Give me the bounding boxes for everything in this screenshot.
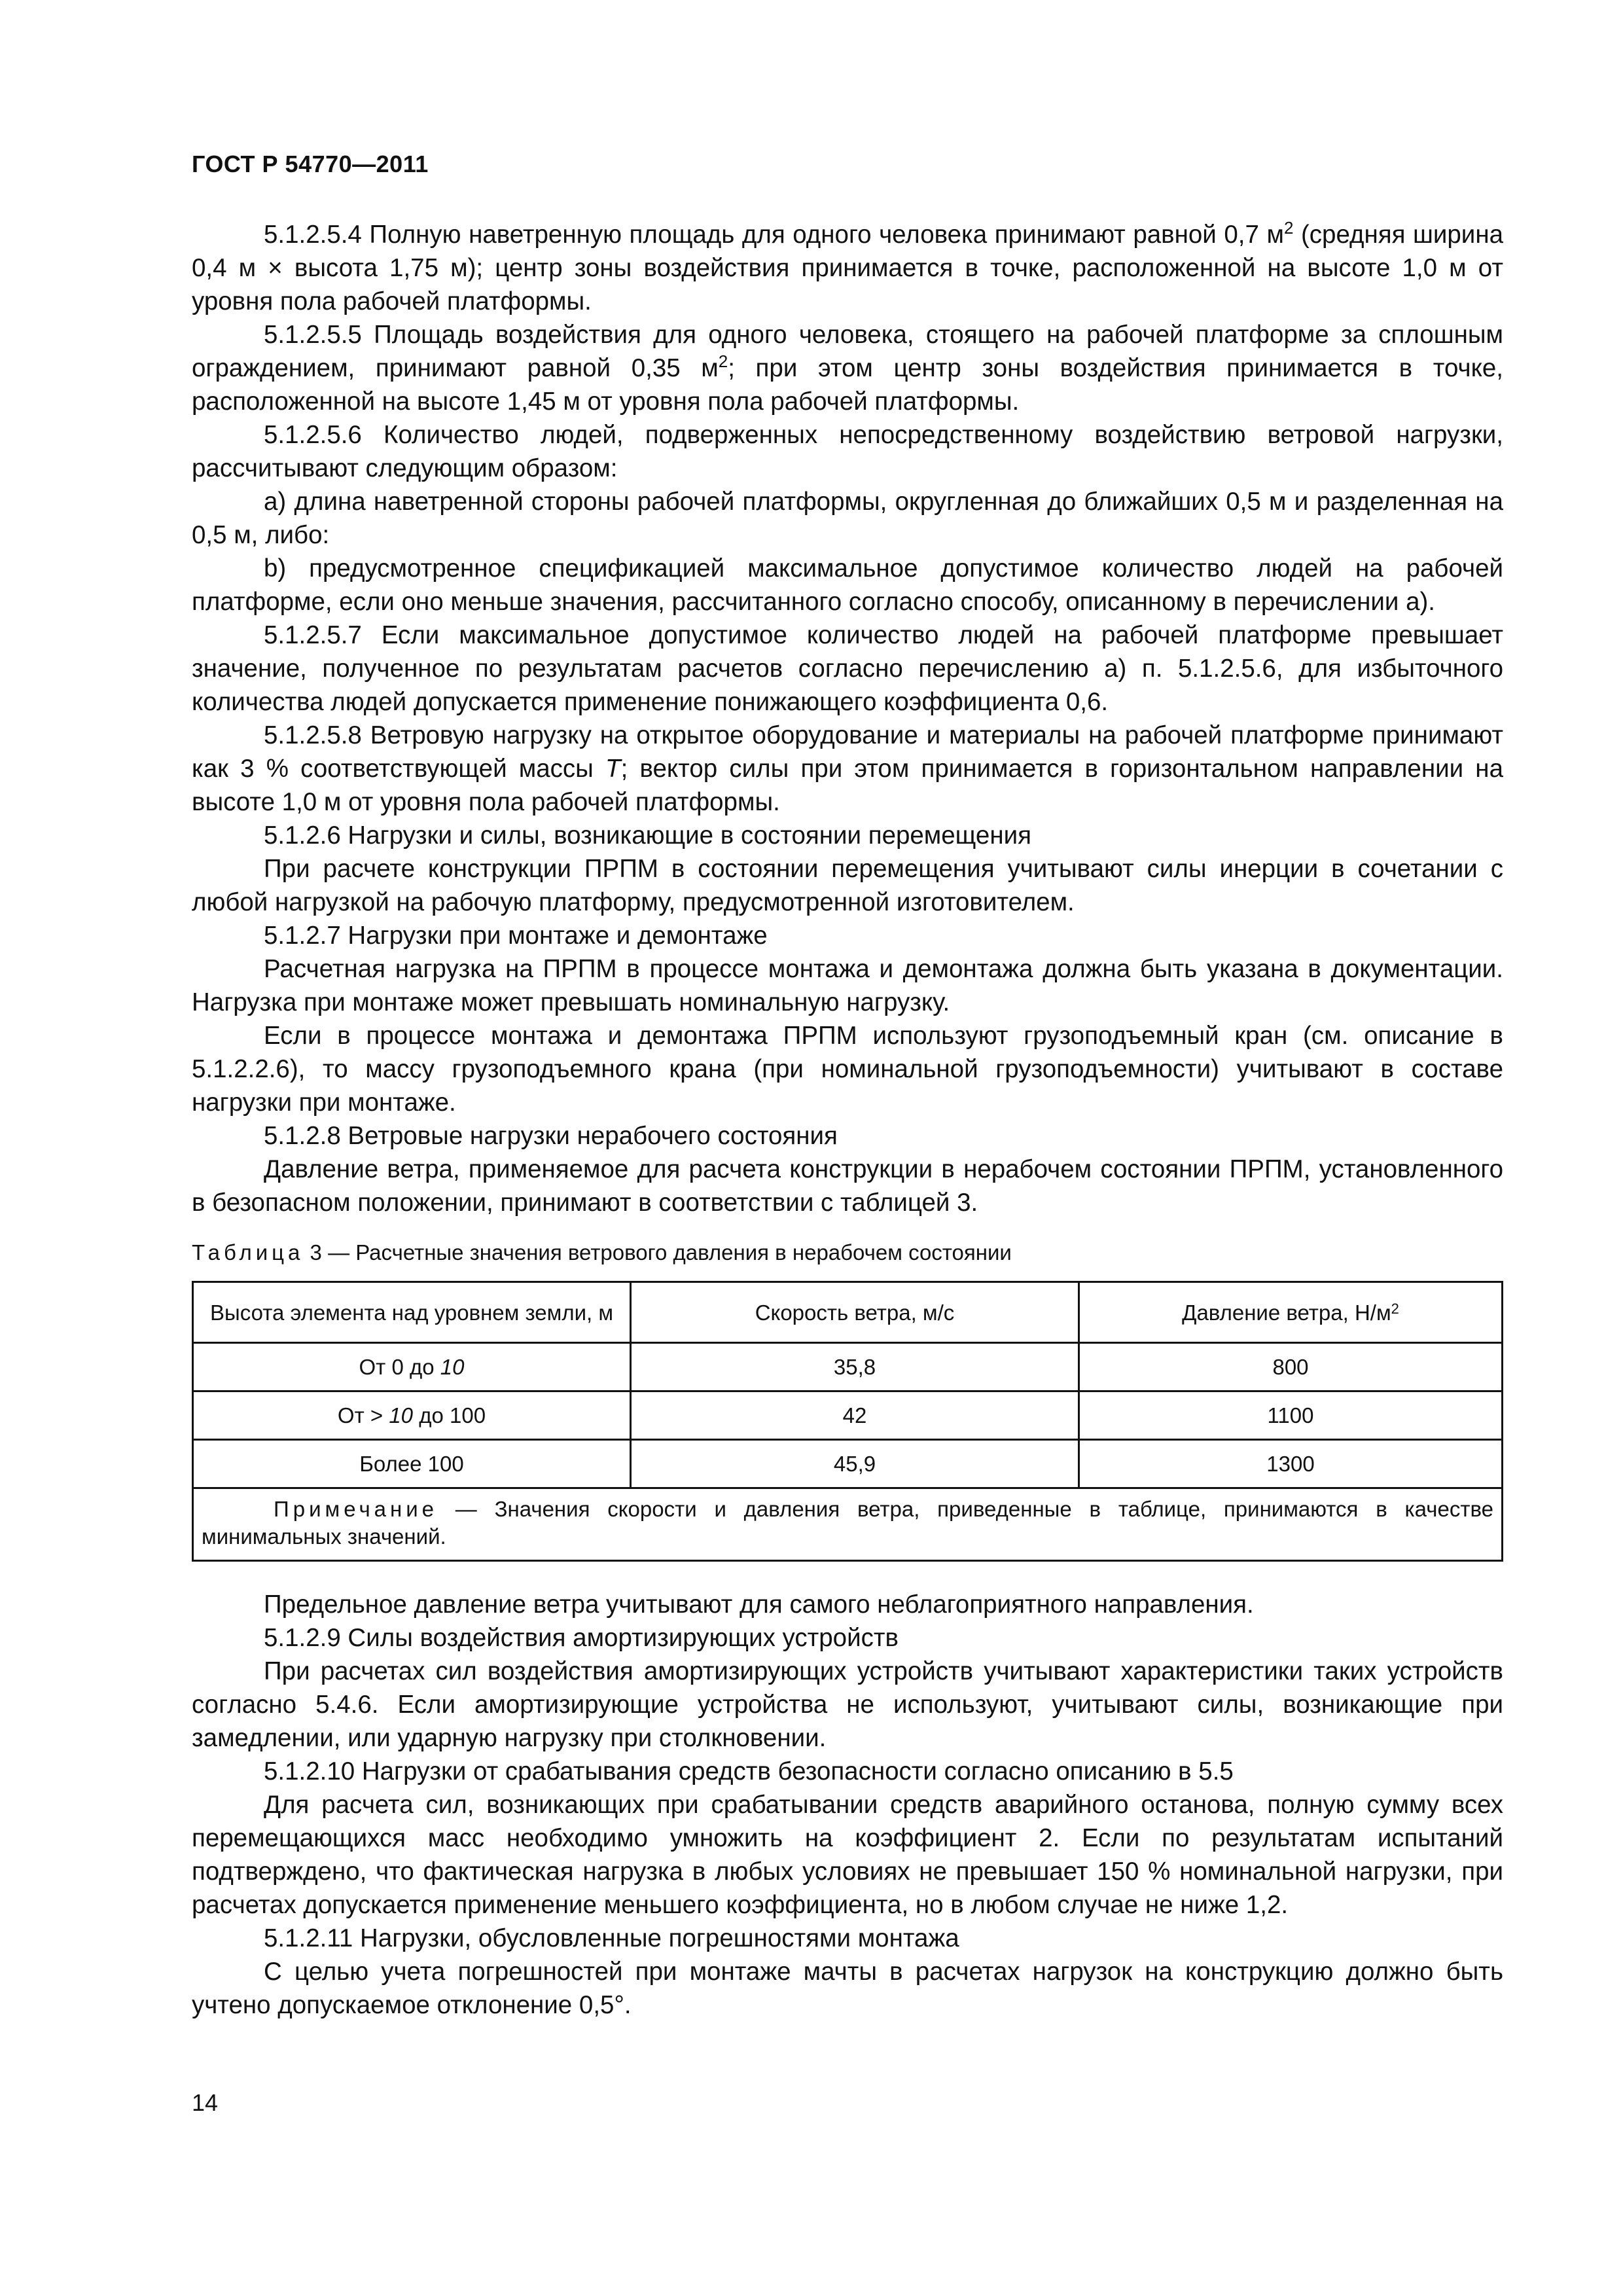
table-cell: 1100 xyxy=(1079,1391,1503,1440)
paragraphs-after-table xyxy=(192,1588,1503,2022)
paragraphs-before-table xyxy=(192,218,1503,1219)
text-run: ; при этом центр зоны воздействия принимается в точке, расположенной на высоте 1,45 м от уровня пола рабочей платформы. xyxy=(192,354,1503,416)
table-row xyxy=(193,1440,1503,1488)
header-wind-pressure xyxy=(1079,1282,1503,1343)
header-wind-speed: Скорость ветра, м/с xyxy=(631,1282,1079,1343)
table-cell xyxy=(193,1440,631,1488)
table-cell: 42 xyxy=(631,1391,1079,1440)
paragraph xyxy=(192,1621,1503,1655)
table-cell: 800 xyxy=(1079,1343,1503,1391)
text-run: 5.1.2.5.7 Если максимальное допустимое количество людей на рабочей платформе превышает значение, полученное по результатам расчетов согласно перечислению а) п. 5.1.2.5.6, для избыточного количества людей допускается применение понижающего коэффициента 0,6. xyxy=(192,621,1503,716)
text-run: При расчетах сил воздействия амортизирующих устройств учитывают характеристики таких устройств согласно 5.4.6. Если амортизирующие устройства не используют, учитывают силы, возникающие при замедлении, или ударную нагрузку при столкновении. xyxy=(192,1657,1503,1752)
table-note-text: — Значения скорости и давления ветра, приведенные в таблице, принимаются в качестве минимальных значений. xyxy=(202,1497,1493,1549)
superscript: 2 xyxy=(718,351,728,371)
table-row xyxy=(193,1343,1503,1391)
paragraph xyxy=(192,952,1503,1019)
table-note-inner xyxy=(202,1496,1493,1551)
page-number: 14 xyxy=(192,2089,219,2116)
text-run: 5.1.2.11 Нагрузки, обусловленные погрешностями монтажа xyxy=(264,1924,959,1952)
text-run: 5.1.2.5.6 Количество людей, подверженных непосредственному воздействию ветровой нагрузки, рассчитывают следующим образом: xyxy=(192,421,1503,482)
header-height: Высота элемента над уровнем земли, м xyxy=(193,1282,631,1343)
paragraph xyxy=(192,852,1503,919)
text-run: 5.1.2.8 Ветровые нагрузки нерабочего состояния xyxy=(264,1122,838,1150)
text-run: ; вектор силы при этом принимается в горизонтальном направлении на высоте 1,0 м от уровня пола рабочей платформы. xyxy=(192,755,1503,816)
text-run: 5.1.2.6 Нагрузки и силы, возникающие в состоянии перемещения xyxy=(264,821,1031,850)
text-run: 5.1.2.5.5 Площадь воздействия для одного человека, стоящего на рабочей платформе за сплошным ограждением, принимают равной 0,35 м xyxy=(192,321,1503,382)
paragraph xyxy=(192,1588,1503,1621)
text-run: 5.1.2.9 Силы воздействия амортизирующих устройств xyxy=(264,1624,899,1652)
standard-header: ГОСТ Р 54770—2011 xyxy=(192,151,429,177)
italic-run: Т xyxy=(605,755,621,783)
header-wind-pressure-text: Давление ветра, Н/м xyxy=(1182,1300,1391,1325)
table-cell: 1300 xyxy=(1079,1440,1503,1488)
wind-pressure-table xyxy=(192,1281,1503,1562)
paragraph xyxy=(192,919,1503,952)
text-run: Давление ветра, применяемое для расчета конструкции в нерабочем состоянии ПРПМ, установленного в безопасном положении, принимают в соответствии с таблицей 3. xyxy=(192,1155,1503,1217)
paragraph xyxy=(192,418,1503,485)
text-run: 5.1.2.5.4 Полную наветренную площадь для одного человека принимают равной 0,7 м xyxy=(264,221,1284,249)
text-run: до 100 xyxy=(413,1403,486,1427)
paragraph xyxy=(192,552,1503,619)
text-run: b) предусмотренное спецификацией максимальное допустимое количество людей на рабочей платформе, если оно меньше значения, рассчитанного согласно способу, описанному в перечислении а). xyxy=(192,554,1503,616)
table-cell: 45,9 xyxy=(631,1440,1079,1488)
paragraph xyxy=(192,1922,1503,1955)
text-run: 5.1.2.7 Нагрузки при монтаже и демонтаже xyxy=(264,922,768,950)
header-wind-pressure-sup: 2 xyxy=(1391,1300,1399,1317)
text-run: Если в процессе монтажа и демонтажа ПРПМ используют грузоподъемный кран (см. описание в 5.1.2.2.6), то массу грузоподъемного крана (при номинальной грузоподъемности) учитывают в составе нагрузки при монтаже. xyxy=(192,1022,1503,1117)
paragraph xyxy=(192,1755,1503,1788)
italic-run: 10 xyxy=(440,1355,465,1379)
text-run: От > xyxy=(337,1403,389,1427)
table-note-label: Примечание xyxy=(274,1497,438,1521)
text-run: При расчете конструкции ПРПМ в состоянии перемещения учитывают силы инерции в сочетании с любой нагрузкой на рабочую платформу, предусмотренной изготовителем. xyxy=(192,855,1503,916)
table-cell xyxy=(193,1343,631,1391)
text-run: Предельное давление ветра учитывают для самого неблагоприятного направления. xyxy=(264,1590,1254,1619)
paragraph xyxy=(192,1655,1503,1755)
text-run: а) длина наветренной стороны рабочей платформы, округленная до ближайших 0,5 м и разделенная на 0,5 м, либо: xyxy=(192,488,1503,549)
table-row xyxy=(193,1391,1503,1440)
text-run: (средняя ширина 0,4 м × высота 1,75 м); центр зоны воздействия принимается в точке, расположенной на высоте 1,0 м от уровня пола рабочей платформы. xyxy=(192,221,1503,315)
text-run: 5.1.2.10 Нагрузки от срабатывания средств безопасности согласно описанию в 5.5 xyxy=(264,1757,1234,1785)
text-run: С целью учета погрешностей при монтаже мачты в расчетах нагрузок на конструкцию должно быть учтено допускаемое отклонение 0,5°. xyxy=(192,1958,1503,2019)
document-body xyxy=(192,218,1503,2022)
italic-run: 10 xyxy=(389,1403,414,1427)
table-cell: 35,8 xyxy=(631,1343,1079,1391)
table-caption-label: Таблица xyxy=(192,1240,304,1265)
paragraph xyxy=(192,218,1503,318)
paragraph xyxy=(192,719,1503,819)
table-note xyxy=(193,1488,1503,1561)
table-body xyxy=(193,1343,1503,1488)
paragraph xyxy=(192,1119,1503,1153)
paragraph xyxy=(192,1153,1503,1219)
paragraph xyxy=(192,318,1503,418)
table-note-row xyxy=(193,1488,1503,1561)
text-run: От 0 до xyxy=(359,1355,440,1379)
text-run: Для расчета сил, возникающих при срабатывании средств аварийного останова, полную сумму всех перемещающихся масс необходимо умножить на коэффициент 2. Если по результатам испытаний подтверждено, что фактическая нагрузка в любых условиях не превышает 150 % номинальной нагрузки, при расчетах допускается применение меньшего коэффициента, но в любом случае не ниже 1,2. xyxy=(192,1791,1503,1919)
paragraph xyxy=(192,819,1503,852)
table-caption-text: 3 — Расчетные значения ветрового давления в нерабочем состоянии xyxy=(304,1240,1012,1265)
paragraph xyxy=(192,619,1503,719)
paragraph xyxy=(192,1019,1503,1119)
paragraph xyxy=(192,1955,1503,2022)
superscript: 2 xyxy=(1283,218,1294,238)
text-run: Расчетная нагрузка на ПРПМ в процессе монтажа и демонтажа должна быть указана в документации. Нагрузка при монтаже может превышать номинальную нагрузку. xyxy=(192,955,1503,1016)
paragraph xyxy=(192,485,1503,552)
table-cell xyxy=(193,1391,631,1440)
text-run: 5.1.2.5.8 Ветровую нагрузку на открытое оборудование и материалы на рабочей платформе принимают как 3 % соответствующей массы xyxy=(192,721,1503,783)
text-run: Более 100 xyxy=(359,1452,464,1476)
paragraph xyxy=(192,1788,1503,1922)
table-caption xyxy=(192,1239,1503,1266)
table-header-row xyxy=(193,1282,1503,1343)
